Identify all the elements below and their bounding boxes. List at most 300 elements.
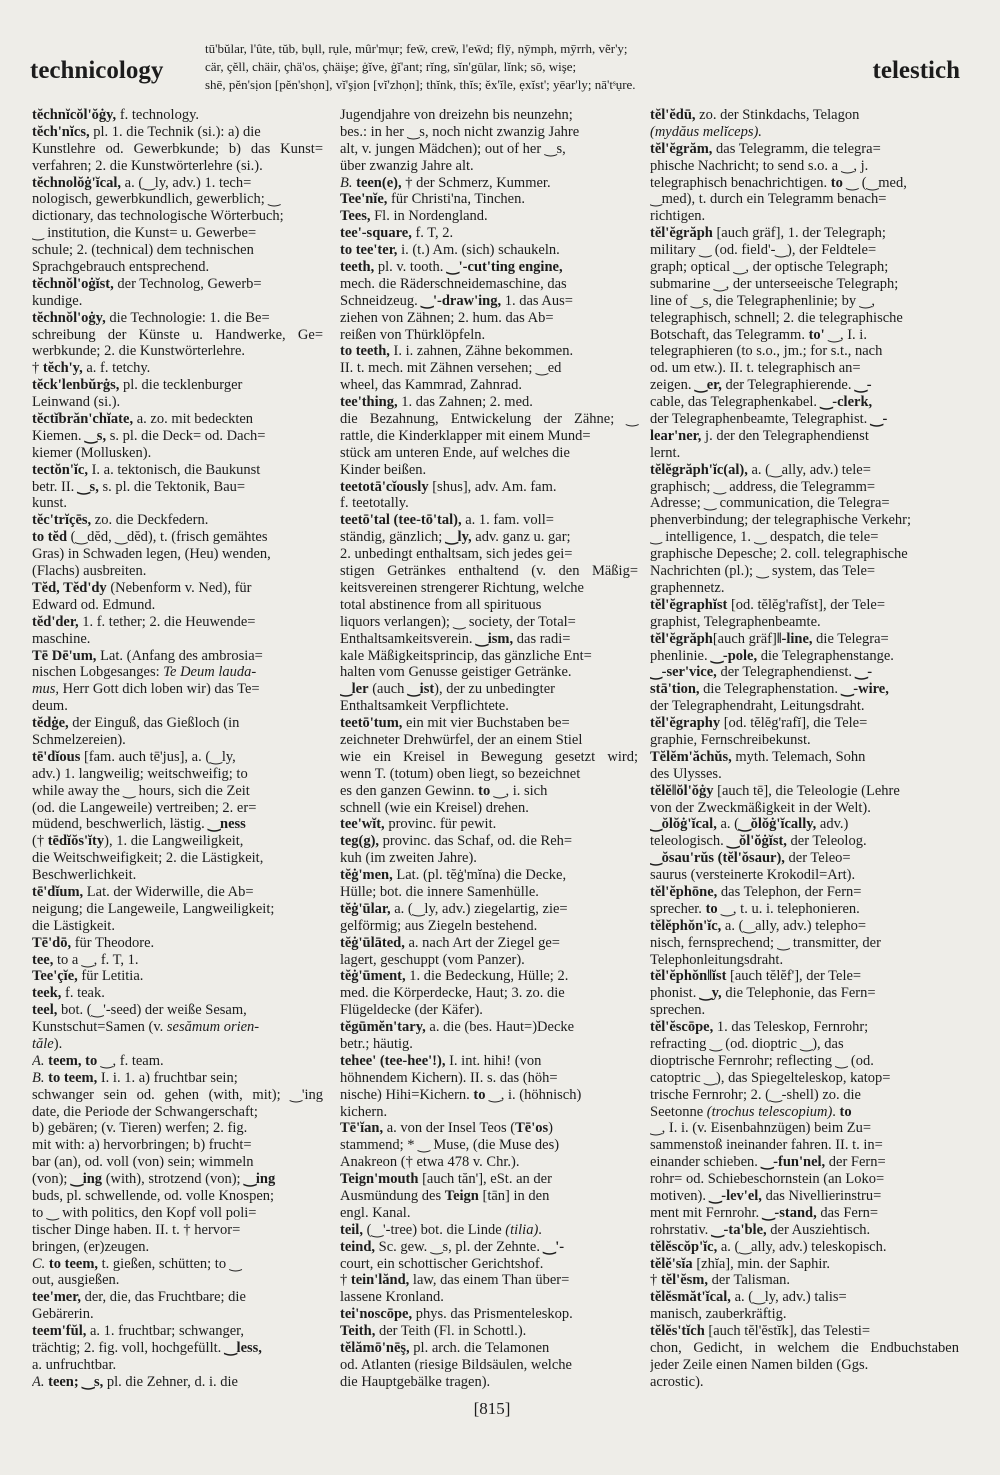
headword: teem, to	[48, 1052, 98, 1069]
dictionary-line	[650, 580, 960, 597]
dictionary-line	[340, 1171, 639, 1188]
dictionary-line	[32, 1222, 324, 1239]
text-run: der Teleo=	[784, 850, 851, 867]
dictionary-line	[340, 935, 639, 952]
headword: tĕl'ĕdū,	[650, 107, 696, 123]
text-run: nische) Hihi=Kichern.	[340, 1086, 474, 1103]
headword: ‿s,	[85, 427, 107, 444]
text-run: über zwanzig Jahre alt.	[340, 157, 474, 174]
text-run: ‿, I. i.	[824, 326, 867, 343]
text-run: kuh (im zweiten Jahre).	[340, 850, 477, 867]
dictionary-line	[340, 1272, 639, 1289]
headword: tĕl'ĕscōpe,	[650, 1019, 714, 1036]
text-run: schwanger sein od. gehen (with, mit); ‿'ing	[32, 1086, 324, 1103]
text-run: maschine.	[32, 630, 91, 647]
dictionary-line	[340, 800, 639, 817]
headword: ‿-fun'nel,	[761, 1154, 826, 1171]
headword: Tĕd, Tĕd'dy	[32, 579, 107, 596]
text-run: Kunstschut=Samen (v.	[32, 1019, 167, 1036]
text-run: adv. ganz u. gar;	[471, 529, 571, 546]
text-run: I. i. zahnen, Zähne bekommen.	[389, 343, 574, 360]
text-run: schule; 2. (technical) dem technischen	[32, 242, 254, 259]
headword: ‿s,	[82, 1373, 104, 1390]
text-run: reißen von Thürklöpfeln.	[340, 326, 486, 343]
dictionary-line	[650, 749, 960, 766]
dictionary-line	[650, 614, 960, 631]
italic-text: (tilia)	[505, 1221, 539, 1238]
dictionary-line	[32, 310, 324, 327]
text-run: das Telegramm, die telegra=	[712, 140, 881, 157]
text-run: der Teleolog.	[786, 833, 867, 850]
headword: to teem,	[48, 1255, 99, 1272]
dictionary-line	[340, 1002, 639, 1019]
dictionary-line	[340, 394, 639, 411]
italic-text: B.	[340, 174, 353, 191]
dictionary-line	[650, 648, 960, 665]
dictionary-line	[32, 1289, 324, 1306]
headword: ‿ŏl'ŏġĭst,	[727, 833, 787, 850]
headword: Teign	[444, 1188, 479, 1204]
dictionary-line	[32, 428, 324, 445]
headword: tĕc'trĭçēs,	[32, 512, 92, 529]
dictionary-line	[340, 648, 639, 665]
text-run: s. pl. die Tektonik, Bau=	[98, 478, 246, 495]
dictionary-line	[650, 766, 960, 783]
text-run: von der Zweckmäßigkeit in der Welt).	[650, 799, 871, 816]
text-run: ‿, i. sich	[490, 782, 548, 799]
text-run: to ‿ with politics, den Kopf voll poli=	[32, 1204, 257, 1221]
headword: to teeth,	[340, 343, 390, 360]
headword: tĕck'lenbŭrġs,	[32, 377, 120, 394]
text-run: Adresse; ‿ communication, die Telegra=	[650, 495, 890, 512]
dictionary-line	[340, 327, 639, 344]
dictionary-line	[340, 360, 639, 377]
text-run: graphist, Telegraphenbeamte.	[650, 613, 821, 630]
dictionary-line	[340, 411, 639, 428]
dictionary-line	[340, 124, 639, 141]
headword: tĕġ'ūment,	[340, 968, 406, 985]
text-run: nischen Lobgesanges:	[32, 664, 164, 681]
dictionary-line	[340, 1188, 639, 1205]
text-run: der Ausziehtisch.	[766, 1221, 871, 1238]
text-run: lernt.	[650, 444, 681, 461]
italic-text: mus,	[32, 681, 59, 698]
text-run: date, die Periode der Schwangerschaft;	[32, 1103, 258, 1120]
text-run: catoptric ‿), das Spiegelteleskop, katop=	[650, 1069, 891, 1086]
dictionary-line	[650, 563, 960, 580]
dictionary-line	[32, 360, 324, 377]
dictionary-line	[340, 462, 639, 479]
dictionary-line	[340, 1306, 639, 1323]
headword: to	[478, 782, 491, 799]
dictionary-line	[650, 411, 960, 428]
text-run: (auch	[368, 681, 409, 698]
text-run: betr. II.	[32, 478, 78, 495]
dictionary-line	[340, 850, 639, 867]
text-run: richtigen.	[650, 208, 706, 225]
headword: tĕlĕs'tĭch	[650, 1323, 705, 1340]
text-run: ‿, i. (höhnisch)	[485, 1086, 582, 1103]
dictionary-line	[650, 175, 960, 192]
headword: ‿ness	[208, 816, 246, 833]
headword: tĕchnĭcŏl'ŏġy,	[32, 107, 117, 123]
text-run: Lat. der Widerwille, die Ab=	[83, 883, 254, 900]
dictionary-line	[32, 901, 324, 918]
dictionary-line	[340, 1256, 639, 1273]
dictionary-line	[32, 377, 324, 394]
text-run: Herr Gott dich loben wir) das Te=	[59, 681, 260, 698]
headword: to	[705, 900, 718, 917]
text-run: Enthaltsamkeit Verpflichtete.	[340, 698, 509, 715]
text-run: das Fern=	[816, 1204, 879, 1221]
dictionary-line	[340, 1104, 639, 1121]
dictionary-line	[340, 1357, 639, 1374]
headword: to teem,	[48, 1069, 98, 1086]
dictionary-line	[340, 833, 639, 850]
text-run: engl. Kanal.	[340, 1204, 411, 1221]
text-run: der Einguß, das Gießloch (in	[68, 715, 240, 732]
headword: Tees,	[340, 208, 371, 225]
headword: teetō'tal (tee-tō'tal),	[340, 512, 462, 529]
dictionary-line	[650, 208, 960, 225]
text-run: (‿'-tree) bot. die Linde	[362, 1221, 506, 1238]
headword: ‿-ta'ble,	[711, 1221, 767, 1238]
text-run: i. (t.) Am. (sich) schaukeln.	[397, 242, 560, 259]
text-run: mit with: a) hervorbringen; b) frucht=	[32, 1137, 252, 1154]
dictionary-line	[650, 327, 960, 344]
dictionary-line	[32, 1272, 324, 1289]
text-run: [auch gräf], 1. der Telegraph;	[712, 225, 886, 242]
column-2	[340, 107, 639, 1399]
text-run: kiemer (Mollusken).	[32, 444, 152, 461]
dictionary-line	[650, 1036, 960, 1053]
text-run: pl. arch. die Telamonen	[409, 1340, 550, 1357]
dictionary-line	[32, 1374, 324, 1391]
text-run: [shus], adv. Am. fam.	[428, 478, 557, 495]
headword: teetō'tum,	[340, 715, 403, 732]
text-run: wenn T. (totum) oben liegt, so bezeichnet	[340, 765, 581, 782]
text-run: phys. das Prismenteleskop.	[412, 1306, 573, 1323]
dictionary-line	[650, 918, 960, 935]
text-run: es den ganzen Gewinn.	[340, 782, 479, 799]
text-run: .	[538, 1221, 542, 1238]
text-run: neigung; die Langeweile, Langweiligkeit;	[32, 900, 275, 917]
text-run: ‿, f. team.	[97, 1052, 164, 1069]
text-run: der Technolog, Gewerb=	[113, 275, 262, 292]
text-run: nisch, fernsprechend; ‿ transmitter, der	[650, 934, 881, 951]
dictionary-line	[650, 681, 960, 698]
text-run: kunst.	[32, 495, 68, 512]
dictionary-line	[650, 158, 960, 175]
text-run: Sprachgebrauch entsprechend.	[32, 259, 210, 276]
headword: tei'noscōpe,	[340, 1306, 413, 1323]
dictionary-line	[32, 968, 324, 985]
text-run: der Teith (Fl. in Schottl.).	[375, 1323, 527, 1340]
dictionary-line	[650, 1087, 960, 1104]
dictionary-line	[340, 918, 639, 935]
text-run: zo. der Stinkdachs, Telagon	[695, 107, 860, 123]
dictionary-line	[650, 310, 960, 327]
dictionary-line	[32, 343, 324, 360]
text-run: a. 1. fam. voll=	[461, 512, 554, 529]
headword: tĕlĕscŏp'ĭc,	[650, 1238, 718, 1255]
text-run: phonist.	[650, 985, 700, 1002]
text-run: rattle, die Kinderklapper mit einem Mund=	[340, 427, 591, 444]
headword: tĕlĕ'sĭa	[650, 1255, 693, 1272]
dictionary-line	[340, 1222, 639, 1239]
text-run: rohrstativ.	[650, 1221, 712, 1238]
text-run: der Telegraphendienst.	[716, 664, 856, 681]
text-run: Lat. (pl. tĕġ'mĭna) die Decke,	[392, 867, 567, 884]
text-run: †	[650, 1272, 661, 1289]
text-run: kichern.	[340, 1103, 388, 1120]
dictionary-line	[650, 479, 960, 496]
text-run: trächtig; 2. fig. voll, hochgefüllt.	[32, 1340, 225, 1357]
dictionary-line	[650, 1374, 960, 1391]
text-run: court, ein schottischer Gerichtshof.	[340, 1255, 544, 1272]
dictionary-line	[650, 1239, 960, 1256]
text-run: ‿ (‿med,	[842, 174, 907, 191]
dictionary-line	[650, 1306, 960, 1323]
headword: ‿ŏlŏġ'ĭcal,	[650, 816, 717, 833]
text-run: (Nebenform v. Ned), für	[106, 579, 252, 596]
dictionary-line	[32, 580, 324, 597]
headword: tĕl'ĕphōne,	[650, 883, 718, 900]
headword: tē'dĭous	[32, 748, 81, 765]
text-run: lagert, geschuppt (vom Panzer).	[340, 951, 525, 968]
dictionary-line	[650, 377, 960, 394]
text-run: die Telegraphenstange.	[757, 647, 894, 664]
text-run: ), der zu unbedingter	[434, 681, 555, 698]
text-run: Edward od. Edmund.	[32, 596, 156, 613]
dictionary-line	[32, 411, 324, 428]
text-run: telegraphisch, schnell; 2. die telegraphische	[650, 309, 903, 326]
headword: Tē'ĭan,	[340, 1120, 384, 1137]
text-run: rohr= od. Schiebeschornstein (an Loko=	[650, 1171, 885, 1188]
dictionary-line	[32, 141, 324, 158]
text-run: gelförmig; aus Ziegeln bestehend.	[340, 917, 538, 934]
italic-text: C.	[32, 1255, 46, 1272]
text-run: [tān] in den	[478, 1188, 550, 1204]
headword: ‿ism,	[476, 630, 514, 647]
text-run: werbkunde; 2. die Kunstwörterlehre.	[32, 343, 246, 360]
text-run: 1. die Bedeckung, Hülle; 2.	[405, 968, 569, 985]
text-run: für Christi'na, Tinchen.	[387, 191, 525, 208]
dictionary-line	[340, 766, 639, 783]
text-run: line of ‿s, die Telegraphenlinie; by ‿,	[650, 292, 875, 309]
text-run: dioptrische Fernrohr; reflecting ‿ (od.	[650, 1052, 874, 1069]
text-run: [auch tē], die Teleologie (Lehre	[713, 782, 900, 799]
headword: tĕġ'ūlāted,	[340, 934, 405, 951]
dictionary-line	[650, 141, 960, 158]
headword: ‿less,	[224, 1340, 262, 1357]
text-run: a. (‿ly, adv.) talis=	[730, 1289, 847, 1306]
headword: tee,	[32, 951, 54, 968]
dictionary-line	[650, 1053, 960, 1070]
headword: tĕġ'men,	[340, 867, 393, 884]
headword: teem'fŭl,	[32, 1323, 87, 1340]
dictionary-line	[650, 512, 960, 529]
dictionary-line	[650, 1256, 960, 1273]
headword: ‿ing	[244, 1171, 276, 1188]
text-run: [zhĭa], min. der Saphir.	[692, 1255, 830, 1272]
text-run: Sc. gew. ‿s, pl. der Zehnte.	[375, 1238, 544, 1255]
headword: ‿-	[855, 377, 872, 394]
text-run: 1. das Zahnen; 2. med.	[397, 394, 533, 411]
italic-text: B.	[32, 1069, 45, 1086]
guide-word-right: telestich	[872, 57, 960, 84]
dictionary-line	[32, 327, 324, 344]
dictionary-line	[340, 428, 639, 445]
text-run: a. (‿ly, adv.) ziegelartig, zie=	[390, 900, 568, 917]
headword: ‿-	[870, 411, 888, 428]
text-run: [auch tĕlĕf'], der Tele=	[726, 968, 862, 985]
headword: Tē'os	[515, 1120, 549, 1137]
text-run: ), 1. die Langweiligkeit,	[104, 833, 244, 850]
text-run: graphie, Fernschreibekunst.	[650, 731, 811, 748]
headword: tĕlĕphŏn'ĭc,	[650, 917, 722, 934]
dictionary-line	[340, 1340, 639, 1357]
dictionary-line	[340, 377, 639, 394]
headword: tĕl'ĕphŏn‖ĭst	[650, 968, 727, 985]
dictionary-line	[32, 681, 324, 698]
dictionary-line	[32, 1120, 324, 1137]
headword: lear'ner,	[650, 427, 702, 444]
text-run: Beschwerlichkeit.	[32, 867, 137, 884]
dictionary-line	[650, 1120, 960, 1137]
dictionary-line	[340, 343, 639, 360]
text-run: a. von der Insel Teos (	[383, 1120, 516, 1137]
headword: ‿ist	[408, 681, 435, 698]
dictionary-line	[340, 1289, 639, 1306]
italic-text: Te Deum lauda-	[163, 664, 257, 681]
text-run: [auch tăn'], eSt. an der	[418, 1171, 552, 1188]
text-run: s. pl. die Deck= od. Dach=	[106, 427, 266, 444]
text-run: Fl. in Nordengland.	[370, 208, 488, 225]
dictionary-line	[32, 766, 324, 783]
text-run: 1. f. tether; 2. die Heuwende=	[78, 613, 256, 630]
dictionary-line	[32, 800, 324, 817]
dictionary-line	[32, 276, 324, 293]
text-run: t. gießen, schütten; to ‿	[98, 1255, 242, 1272]
dictionary-line	[650, 1070, 960, 1087]
dictionary-line	[32, 293, 324, 310]
dictionary-line	[32, 833, 324, 850]
dictionary-line	[650, 1171, 960, 1188]
dictionary-line	[32, 985, 324, 1002]
dictionary-line	[32, 394, 324, 411]
headword: tĕl'ĕgrăph	[650, 630, 713, 647]
text-run: cable, das Telegraphenkabel.	[650, 394, 821, 411]
dictionary-line	[340, 479, 639, 496]
dictionary-line	[340, 1070, 639, 1087]
dictionary-line	[32, 1306, 324, 1323]
headword: Tē'dō,	[32, 934, 72, 951]
text-run: bringen, (er)zeugen.	[32, 1238, 150, 1255]
dictionary-line	[32, 850, 324, 867]
dictionary-line	[650, 715, 960, 732]
text-run: sprechen.	[650, 1002, 706, 1019]
text-run: f. T, 2.	[411, 225, 454, 242]
dictionary-line	[32, 715, 324, 732]
dictionary-line	[32, 732, 324, 749]
text-run: Hülle; bot. die innere Samenhülle.	[340, 883, 539, 900]
text-run: sammenstoß ineinander fahren. II. t. in=	[650, 1137, 883, 1154]
headword: tĕch'y,	[42, 360, 83, 377]
text-run: (od. die Langeweile) vertreiben; 2. er=	[32, 799, 257, 816]
text-run: a. (	[716, 816, 739, 833]
text-run: graphische Depesche; 2. coll. telegraphische	[650, 546, 908, 563]
text-run: (Flachs) ausbreiten.	[32, 563, 147, 580]
dictionary-line	[340, 1154, 639, 1171]
text-run: stück am unteren Ende, auf welches die	[340, 444, 570, 461]
dictionary-line	[340, 867, 639, 884]
text-run: liquors verlangen); ‿ society, der Total=	[340, 613, 576, 630]
text-run: military ‿ (od. field'-‿), der Feldtele=	[650, 242, 877, 259]
text-run: motiven).	[650, 1188, 710, 1204]
dictionary-line	[32, 563, 324, 580]
dictionary-line	[650, 529, 960, 546]
headword: Teith,	[340, 1323, 376, 1340]
headword: tē'dĭum,	[32, 883, 84, 900]
dictionary-line	[650, 1272, 960, 1289]
text-run: ‿ intelligence, 1. ‿ despatch, die tele=	[650, 529, 879, 546]
text-run: die Bezahnung, Entwickelung der Zähne; ‿	[340, 411, 639, 428]
dictionary-line	[650, 985, 960, 1002]
pronunciation-key-line: cär, çĕll, chäir, çhä'os, çhäişe; ġĭve, ġĭ'ant; rĭng, sĭn'gūlar, lĭnk; sō, wişe;	[205, 59, 577, 74]
dictionary-line	[340, 141, 639, 158]
text-run: f. technology.	[116, 107, 200, 123]
text-run: Enthaltsamkeitsverein.	[340, 630, 477, 647]
dictionary-line	[650, 242, 960, 259]
dictionary-line	[340, 191, 639, 208]
text-run: alt, v. jungen Mädchen); out of her ‿s,	[340, 140, 566, 157]
dictionary-line	[650, 1154, 960, 1171]
headword: tĕchnŏl'oġy,	[32, 309, 106, 326]
dictionary-line	[32, 479, 324, 496]
dictionary-line	[340, 445, 639, 462]
dictionary-line	[650, 495, 960, 512]
text-run: (von);	[32, 1171, 72, 1188]
pronunciation-key-line: tū'bŭlar, l'ûte, tŭb, bụll, rụle, mûr'mụr; few̄, crew̄, l'ew̄d; flȳ, nȳmph, mȳrrh, vẽr'y;	[205, 41, 628, 56]
text-run: ziehen von Zähnen; 2. hum. das Ab=	[340, 309, 554, 326]
dictionary-line	[650, 1222, 960, 1239]
text-run: f. teetotally.	[340, 495, 409, 512]
headword: ‿ŏlŏġ'ĭcally,	[738, 816, 817, 833]
text-run: I. int. hihi! (von	[445, 1052, 542, 1069]
text-run: der Telegraphendraht, Leitungsdraht.	[650, 698, 865, 715]
dictionary-line	[340, 901, 639, 918]
dictionary-line	[32, 918, 324, 935]
dictionary-line	[32, 1002, 324, 1019]
italic-text: (trochus telescopium)	[706, 1103, 833, 1120]
headword: to	[839, 1103, 852, 1120]
text-run: bot. (‿'-seed) der weiße Sesam,	[57, 1002, 247, 1019]
text-run: für Theodore.	[71, 934, 155, 951]
headword: ‿ing	[71, 1171, 103, 1188]
dictionary-line	[32, 783, 324, 800]
text-run: 2. unbedingt enthaltsam, sich jedes gei=	[340, 546, 573, 563]
dictionary-line	[650, 664, 960, 681]
headword: teind,	[340, 1238, 376, 1255]
dictionary-line	[32, 867, 324, 884]
text-run: phenlinie.	[650, 647, 712, 664]
dictionary-line	[650, 445, 960, 462]
headword: teel,	[32, 1002, 58, 1019]
dictionary-line	[32, 952, 324, 969]
headword: to	[830, 174, 843, 191]
text-run: die Weitschweifigkeit; 2. die Lästigkeit,	[32, 850, 264, 867]
